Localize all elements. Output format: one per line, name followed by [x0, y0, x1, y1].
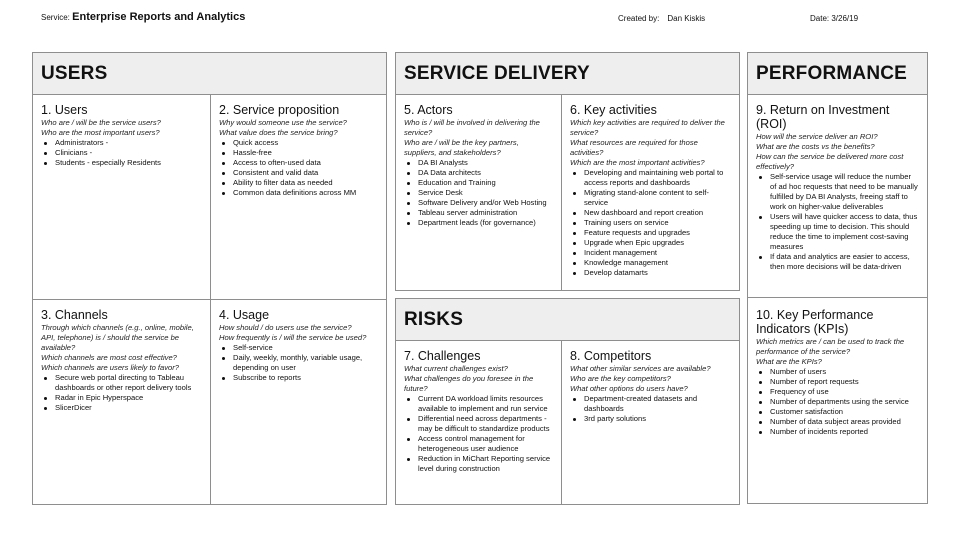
- service-name: Enterprise Reports and Analytics: [72, 11, 246, 23]
- guiding-question: Who are the most important users?: [41, 128, 160, 137]
- list-item: Number of departments using the service: [756, 397, 919, 407]
- guiding-question: Which metrics are / can be used to track the performance of the service?: [756, 337, 905, 356]
- bullet-list: [404, 394, 553, 474]
- list-item: Daily, weekly, monthly, variable usage, depending on user: [219, 353, 378, 373]
- cell-title: 4. Usage: [219, 308, 270, 322]
- list-item: Tableau server administration: [404, 208, 553, 218]
- usage-cell: [210, 300, 386, 504]
- guiding-question: What current challenges exist?: [404, 364, 508, 373]
- created-by-label: Created by:: [618, 14, 660, 23]
- list-item: Upgrade when Epic upgrades: [570, 238, 731, 248]
- guiding-question: How should / do users use the service?: [219, 323, 352, 332]
- cell-title: 1. Users: [41, 103, 88, 117]
- list-item: Current DA workload limits resources available to implement and run service: [404, 394, 553, 414]
- list-item: Department leads (for governance): [404, 218, 553, 228]
- list-item: Clinicians -: [41, 148, 202, 158]
- kpi-panel: [747, 297, 928, 504]
- list-item: Number of users: [756, 367, 919, 377]
- list-item: Develop datamarts: [570, 268, 731, 278]
- created-by-value: Dan Kiskis: [667, 14, 706, 23]
- guiding-question: What other options do users have?: [570, 384, 688, 393]
- list-item: DA BI Analysts: [404, 158, 553, 168]
- service-proposition-cell: [210, 95, 386, 299]
- bullet-list: [756, 172, 919, 272]
- cell-title: 10. Key Performance Indicators (KPIs): [756, 308, 874, 336]
- list-item: Department-created datasets and dashboards: [570, 394, 731, 414]
- guiding-question: How can the service be delivered more cost effectively?: [756, 152, 904, 171]
- guiding-question: What are the costs vs the benefits?: [756, 142, 875, 151]
- list-item: SlicerDicer: [41, 403, 202, 413]
- panel-title: SERVICE DELIVERY: [396, 53, 739, 95]
- list-item: Access to often-used data: [219, 158, 378, 168]
- list-item: Consistent and valid data: [219, 168, 378, 178]
- list-item: Training users on service: [570, 218, 731, 228]
- list-item: Feature requests and upgrades: [570, 228, 731, 238]
- guiding-question: What are the KPIs?: [756, 357, 822, 366]
- cell-title: 3. Channels: [41, 308, 108, 322]
- guiding-question: What challenges do you foresee in the future?: [404, 374, 534, 393]
- list-item: Self-service: [219, 343, 378, 353]
- guiding-question: Who are / will be the service users?: [41, 118, 161, 127]
- guiding-question: How frequently is / will the service be used?: [219, 333, 367, 342]
- guiding-question: What resources are required for those activities?: [570, 138, 698, 157]
- guiding-question: What value does the service bring?: [219, 128, 338, 137]
- performance-panel: [747, 52, 928, 298]
- list-item: Users will have quicker access to data, thus speeding up time to decision. This should reduce the time to implement cost-saving measures: [756, 212, 919, 252]
- challenges-cell: [396, 341, 561, 504]
- guiding-question: Who are the key competitors?: [570, 374, 671, 383]
- key-activities-cell: [561, 95, 739, 290]
- list-item: Customer satisfaction: [756, 407, 919, 417]
- actors-cell: [396, 95, 561, 290]
- date-label: Date:: [810, 14, 830, 23]
- list-item: 3rd party solutions: [570, 414, 731, 424]
- document-header: [0, 11, 960, 27]
- roi-cell: [748, 95, 927, 297]
- list-item: Education and Training: [404, 178, 553, 188]
- cell-title: 8. Competitors: [570, 349, 652, 363]
- cell-title: 6. Key activities: [570, 103, 657, 117]
- date-field: [810, 14, 858, 23]
- cell-title: 2. Service proposition: [219, 103, 340, 117]
- kpi-cell: [748, 298, 927, 503]
- list-item: Number of data subject areas provided: [756, 417, 919, 427]
- bullet-list: [41, 138, 202, 168]
- channels-cell: [33, 300, 210, 504]
- list-item: Hassle-free: [219, 148, 378, 158]
- bullet-list: [41, 373, 202, 413]
- users-panel: [32, 52, 387, 505]
- bullet-list: [570, 394, 731, 424]
- list-item: Secure web portal directing to Tableau dashboards or other report delivery tools: [41, 373, 202, 393]
- bullet-list: [756, 367, 919, 437]
- list-item: Students - especially Residents: [41, 158, 202, 168]
- list-item: Self-service usage will reduce the number of ad hoc requests that need to be manually fulfilled by DA BI Analysts, freeing staff to work on higher-value deliverables: [756, 172, 919, 212]
- list-item: Incident management: [570, 248, 731, 258]
- date-value: 3/26/19: [831, 14, 859, 23]
- bullet-list: [404, 158, 553, 228]
- guiding-question: Which channels are users likely to favor?: [41, 363, 180, 372]
- list-item: Migrating stand-alone content to self-service: [570, 188, 731, 208]
- bullet-list: [570, 168, 731, 278]
- guiding-question: Why would someone use the service?: [219, 118, 347, 127]
- panel-title: RISKS: [396, 299, 739, 341]
- created-by-field: [618, 14, 705, 23]
- list-item: Frequency of use: [756, 387, 919, 397]
- users-cell: [33, 95, 210, 299]
- guiding-question: Who is / will be involved in delivering the service?: [404, 118, 540, 137]
- guiding-question: Which are the most important activities?: [570, 158, 705, 167]
- cell-title: 9. Return on Investment (ROI): [756, 103, 890, 131]
- cell-title: 7. Challenges: [404, 349, 481, 363]
- list-item: New dashboard and report creation: [570, 208, 731, 218]
- bullet-list: [219, 138, 378, 198]
- service-delivery-panel: [395, 52, 740, 291]
- list-item: Ability to filter data as needed: [219, 178, 378, 188]
- bullet-list: [219, 343, 378, 383]
- risks-panel: [395, 298, 740, 505]
- list-item: Reduction in MiChart Reporting service level during construction: [404, 454, 553, 474]
- cell-title: 5. Actors: [404, 103, 453, 117]
- list-item: Administrators -: [41, 138, 202, 148]
- list-item: If data and analytics are easier to access, then more decisions will be data-driven: [756, 252, 919, 272]
- list-item: Service Desk: [404, 188, 553, 198]
- list-item: Radar in Epic Hyperspace: [41, 393, 202, 403]
- list-item: Software Delivery and/or Web Hosting: [404, 198, 553, 208]
- guiding-question: What other similar services are available?: [570, 364, 711, 373]
- guiding-question: Which channels are most cost effective?: [41, 353, 177, 362]
- panel-title: PERFORMANCE: [748, 53, 927, 95]
- list-item: Developing and maintaining web portal to access reports and dashboards: [570, 168, 731, 188]
- list-item: Number of incidents reported: [756, 427, 919, 437]
- list-item: Common data definitions across MM: [219, 188, 378, 198]
- list-item: Knowledge management: [570, 258, 731, 268]
- guiding-question: How will the service deliver an ROI?: [756, 132, 878, 141]
- list-item: Differential need across departments - may be difficult to standardize products: [404, 414, 553, 434]
- guiding-question: Who are / will be the key partners, suppliers, and stakeholders?: [404, 138, 519, 157]
- panel-title: USERS: [33, 53, 386, 95]
- service-field: [41, 11, 245, 23]
- guiding-question: Which key activities are required to deliver the service?: [570, 118, 725, 137]
- list-item: Subscribe to reports: [219, 373, 378, 383]
- list-item: Number of report requests: [756, 377, 919, 387]
- guiding-question: Through which channels (e.g., online, mobile, API, telephone) is / should the service be available?: [41, 323, 194, 352]
- competitors-cell: [561, 341, 739, 504]
- list-item: Quick access: [219, 138, 378, 148]
- service-label: Service:: [41, 13, 70, 22]
- list-item: Access control management for heterogeneous user audience: [404, 434, 553, 454]
- list-item: DA Data architects: [404, 168, 553, 178]
